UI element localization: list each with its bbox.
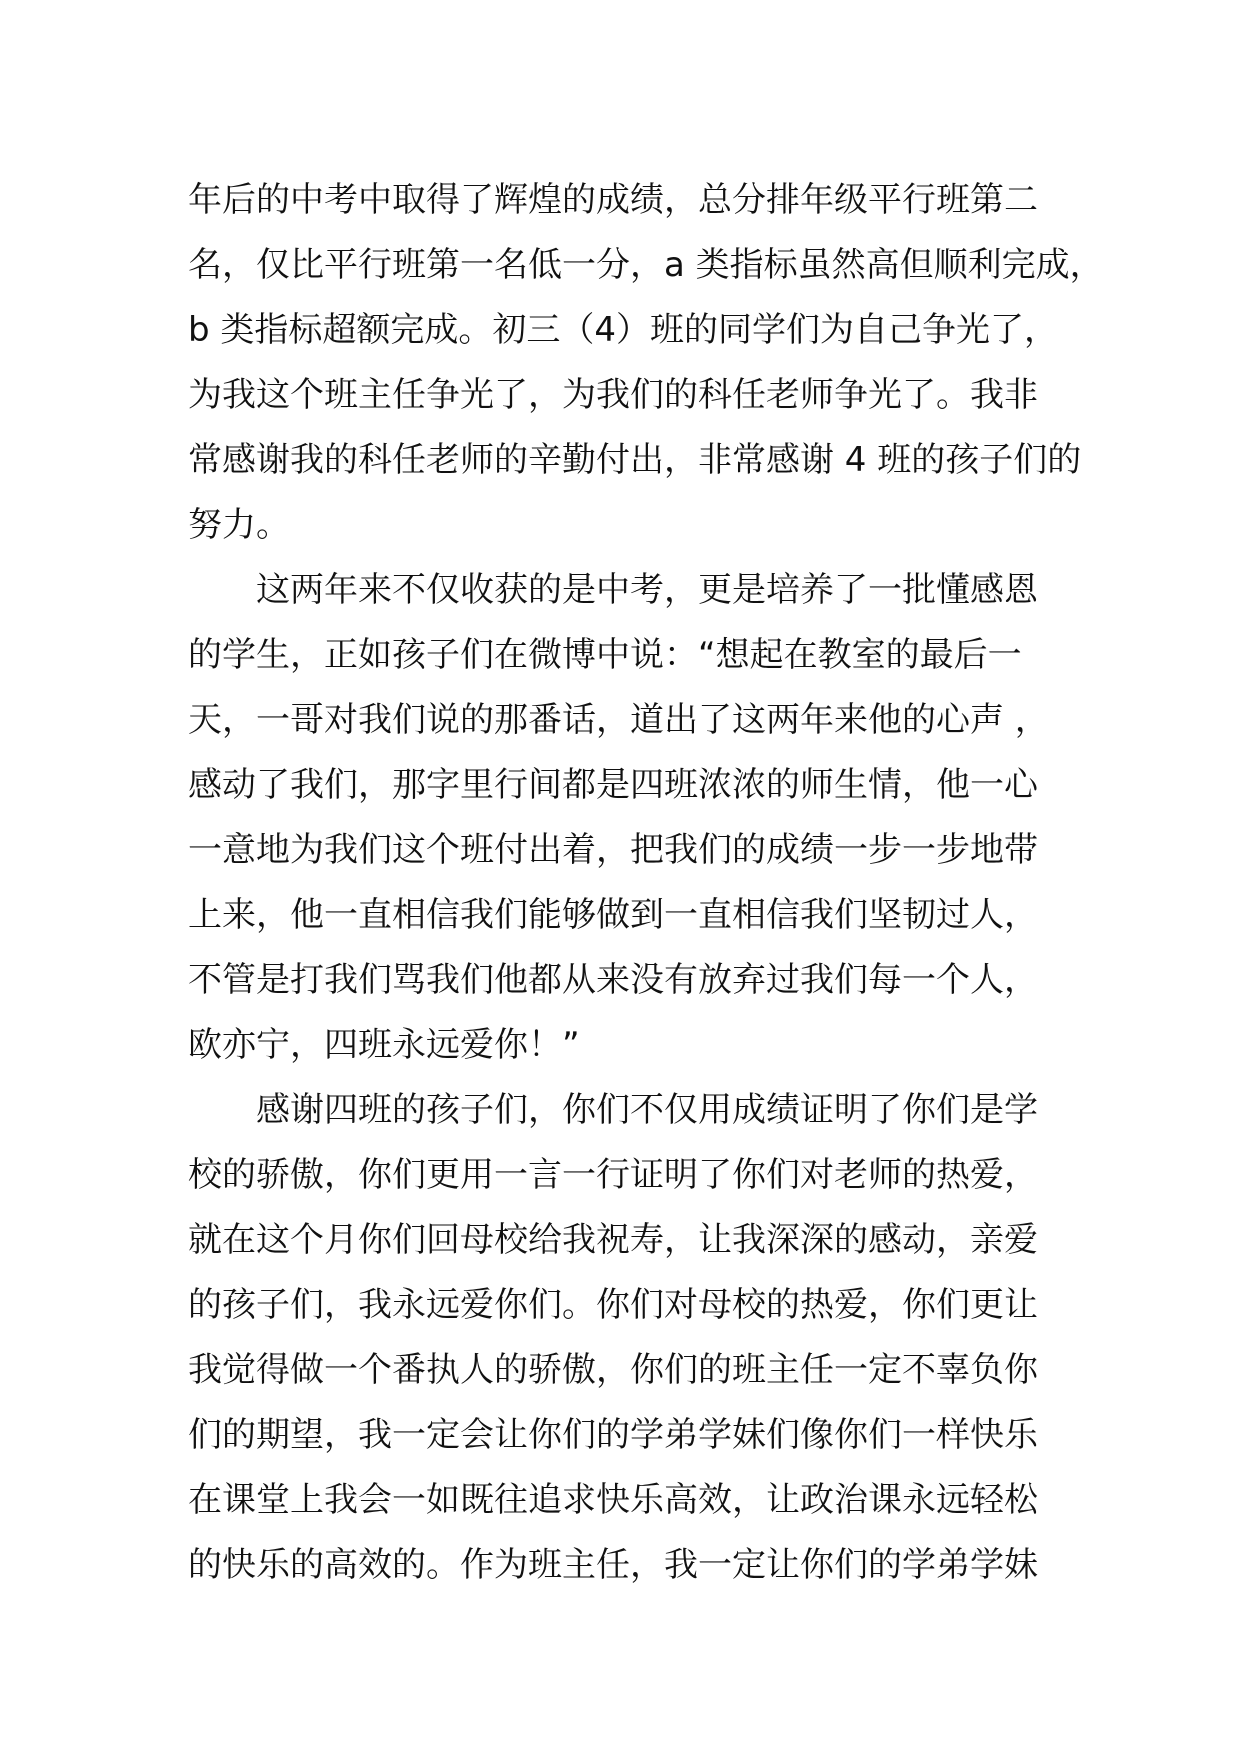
text-line: 不管是打我们骂我们他都从来没有放弃过我们每一个人，: [188, 960, 1038, 1000]
paragraph-3: [188, 1078, 1088, 1598]
text-line: 名，仅比平行班第一名低一分，a 类指标虽然高但顺利完成，: [188, 245, 1104, 285]
text-line: 校的骄傲，你们更用一言一行证明了你们对老师的热爱，: [188, 1155, 1038, 1195]
text-line: 我觉得做一个番执人的骄傲，你们的班主任一定不辜负你: [188, 1350, 1038, 1390]
text-line: 欧亦宁，四班永远爱你！”: [188, 1025, 580, 1065]
text-line: 的快乐的高效的。作为班主任，我一定让你们的学弟学妹: [188, 1545, 1038, 1585]
text-line: 上来，他一直相信我们能够做到一直相信我们坚韧过人，: [188, 895, 1038, 935]
text-line: 为我这个班主任争光了，为我们的科任老师争光了。我非: [188, 375, 1038, 415]
text-line: 努力。: [188, 505, 290, 545]
text-line: b 类指标超额完成。初三（4）班的同学们为自己争光了，: [188, 310, 1059, 350]
paragraph-1: [188, 168, 1104, 558]
text-line: 年后的中考中取得了辉煌的成绩，总分排年级平行班第二: [188, 180, 1038, 220]
text-line: 就在这个月你们回母校给我祝寿，让我深深的感动，亲爱: [188, 1220, 1038, 1260]
text-line: 的学生，正如孩子们在微博中说：“想起在教室的最后一: [188, 635, 1022, 675]
text-line: 常感谢我的科任老师的辛勤付出，非常感谢 4 班的孩子们的: [188, 440, 1082, 480]
paragraph-2: [188, 558, 1088, 1078]
text-line: 这两年来不仅收获的是中考，更是培养了一批懂感恩: [256, 570, 1038, 610]
text-line: 的孩子们，我永远爱你们。你们对母校的热爱，你们更让: [188, 1285, 1038, 1325]
text-line: 感谢四班的孩子们，你们不仅用成绩证明了你们是学: [256, 1090, 1038, 1130]
text-line: 们的期望，我一定会让你们的学弟学妹们像你们一样快乐: [188, 1415, 1038, 1455]
text-line: 一意地为我们这个班付出着，把我们的成绩一步一步地带: [188, 830, 1038, 870]
text-line: 天，一哥对我们说的那番话，道出了这两年来他的心声 ，: [188, 700, 1049, 740]
document-body: [188, 168, 1104, 1598]
text-line: 在课堂上我会一如既往追求快乐高效，让政治课永远轻松: [188, 1480, 1038, 1520]
text-line: 感动了我们，那字里行间都是四班浓浓的师生情，他一心: [188, 765, 1038, 805]
